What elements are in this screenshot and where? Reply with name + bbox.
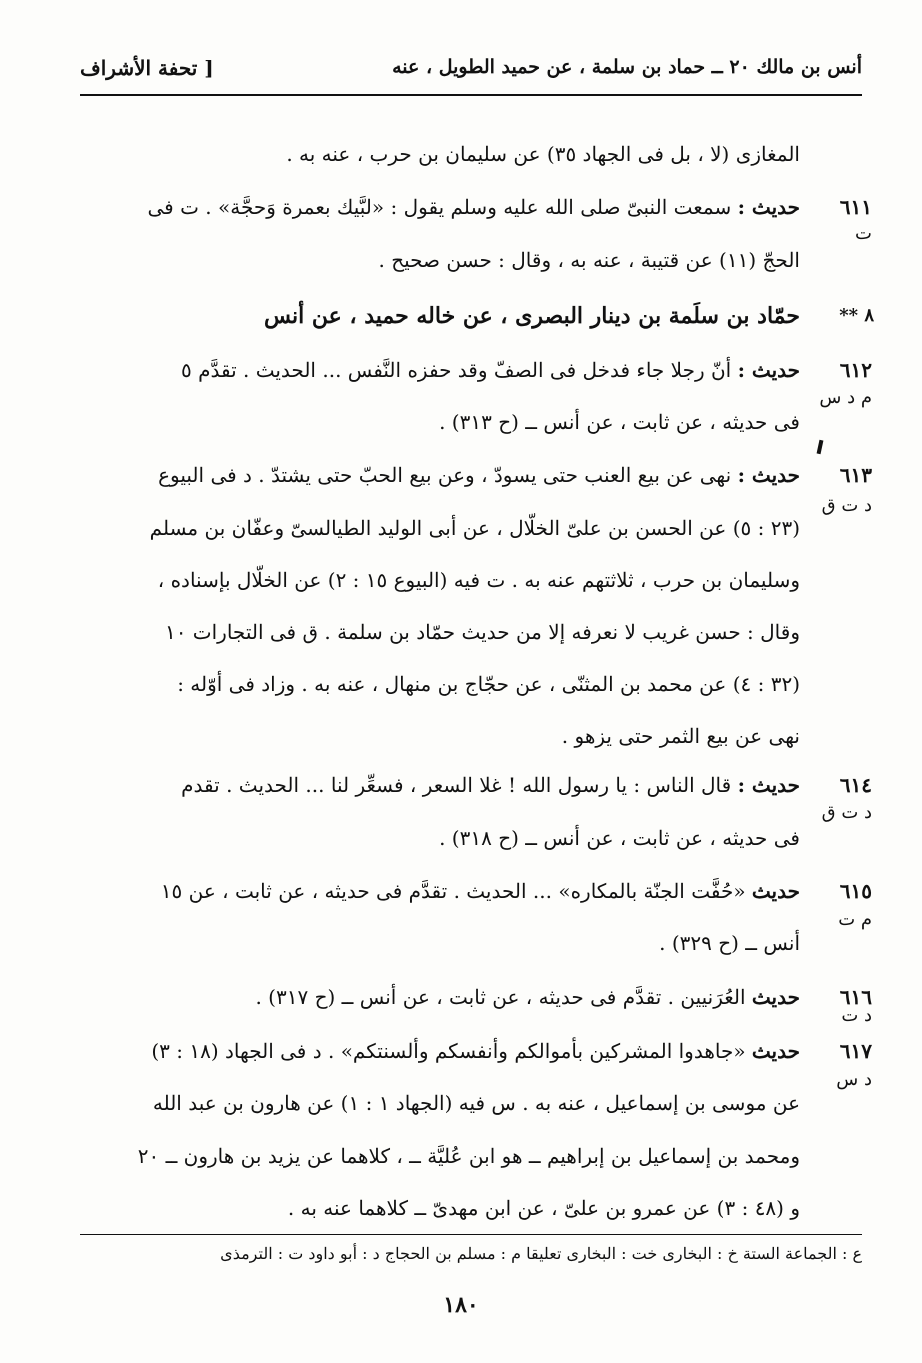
body-line: المغازى (لا ، بل فى الجهاد ٣٥) عن سليمان بن حرب ، عنه به . [286,142,800,166]
line-text: «حُفَّت الجنّة بالمكاره» ... الحديث . تقدَّم فى حديثه ، عن ثابت ، عن ١٥ [160,879,752,903]
hadith-keyword: حديث [751,985,800,1009]
body-line: (٢٣ : ٥) عن الحسن بن علىّ الخلّال ، عن أبى الوليد الطيالسىّ وعفّان بن مسلم [149,516,800,540]
page-number: ١٨٠ [443,1292,479,1318]
body-line: فى حديثه ، عن ثابت ، عن أنس ــ (ح ٣١٨) . [439,826,800,850]
section-marker: ٨ ** [839,305,874,326]
entry-number: ٦١٥ [839,879,872,903]
hadith-keyword: حديث : [737,358,800,382]
hadith-keyword: حديث : [737,195,800,219]
page-header [80,50,862,90]
body-line [181,356,800,384]
abbreviation-key: ع : الجماعة الستة خ : البخارى خت : البخارى تعليقا م : مسلم بن الحجاج د : أبو داود ت : الترمذى [220,1244,862,1263]
hadith-keyword: حديث : [737,463,800,487]
entry-number: ٦١٣ [839,463,872,487]
entry-number: ٦١٦ [839,985,872,1009]
header-divider [80,94,862,96]
entry-number: ٦١٧ [839,1039,872,1063]
line-text: سمعت النبىّ صلى الله عليه وسلم يقول : «لبَّيك بعمرة وَحجَّة» . ت فى [147,195,738,219]
line-text: «جاهدوا المشركين بأموالكم وأنفسكم وألسنتكم» . د فى الجهاد (١٨ : ٣) [151,1039,752,1063]
entry-sigla: م د س [819,387,872,408]
body-line [158,461,800,489]
entry-number: ٦١٤ [839,773,872,797]
footer-divider [80,1234,862,1235]
entry-sigla: ت [855,223,872,244]
body-line: وقال : حسن غريب لا نعرفه إلا من حديث حمّاد بن سلمة . ق فى التجارات ١٠ [164,620,800,644]
body-line [151,1037,800,1065]
hadith-keyword: حديث [751,1039,800,1063]
entry-number: ٦١٢ [839,358,872,382]
body-line: عن موسى بن إسماعيل ، عنه به . س فيه (الجهاد ١ : ١) عن هارون بن عبد الله [152,1091,800,1115]
line-text: نهى عن بيع العنب حتى يسودّ ، وعن بيع الحبّ حتى يشتدّ . د فى البيوع [158,463,738,487]
entry-number: ٦١١ [839,195,872,219]
entry-sigla: د ت [841,1005,872,1026]
body-line: ومحمد بن إسماعيل بن إبراهيم ــ هو ابن عُليَّة ــ ، كلاهما عن يزيد بن هارون ــ ٢٠ [137,1144,800,1168]
entry-sigla: د س [836,1069,872,1090]
book-title: [ تحفة الأشراف [80,56,214,80]
line-text: قال الناس : يا رسول الله ! غلا السعر ، فسعِّر لنا ... الحديث . تقدم [181,773,738,797]
entry-sigla: د ت ق [821,802,872,823]
running-title: أنس بن مالك ٢٠ ــ حماد بن سلمة ، عن حميد الطويل ، عنه [392,56,862,78]
body-line: الحجّ (١١) عن قتيبة ، عنه به ، وقال : حسن صحيح . [378,248,800,272]
ink-mark [817,440,824,455]
body-line [161,877,800,905]
body-line [181,771,800,799]
entry-sigla: د ت ق [821,495,872,516]
hadith-keyword: حديث : [737,773,800,797]
line-text: العُرَنيين . تقدَّم فى حديثه ، عن ثابت ، عن أنس ــ (ح ٣١٧) . [255,985,752,1009]
body-line: نهى عن بيع الثمر حتى يزهو . [561,724,800,748]
entry-sigla: م ت [838,909,872,930]
body-line: و (٤٨ : ٣) عن عمرو بن علىّ ، عن ابن مهدىّ ــ كلاهما عنه به . [287,1196,800,1220]
body-line: فى حديثه ، عن ثابت ، عن أنس ــ (ح ٣١٣) . [439,410,800,434]
section-title: حمّاد بن سلَمة بن دينار البصرى ، عن خاله حميد ، عن أنس [263,303,800,329]
body-line: (٣٢ : ٤) عن محمد بن المثنّى ، عن حجّاج بن منهال ، عنه به . وزاد فى أوّله : [177,672,800,696]
hadith-keyword: حديث [751,879,800,903]
body-line [148,193,801,221]
body-line: أنس ــ (ح ٣٢٩) . [659,931,800,955]
body-line [255,983,800,1011]
body-line: وسليمان بن حرب ، ثلاثتهم عنه به . ت فيه (البيوع ١٥ : ٢) عن الخلّال بإسناده ، [157,568,800,592]
line-text: أنّ رجلا جاء فدخل فى الصفّ وقد حفزه النَّفس ... الحديث . تقدَّم ٥ [180,358,738,382]
